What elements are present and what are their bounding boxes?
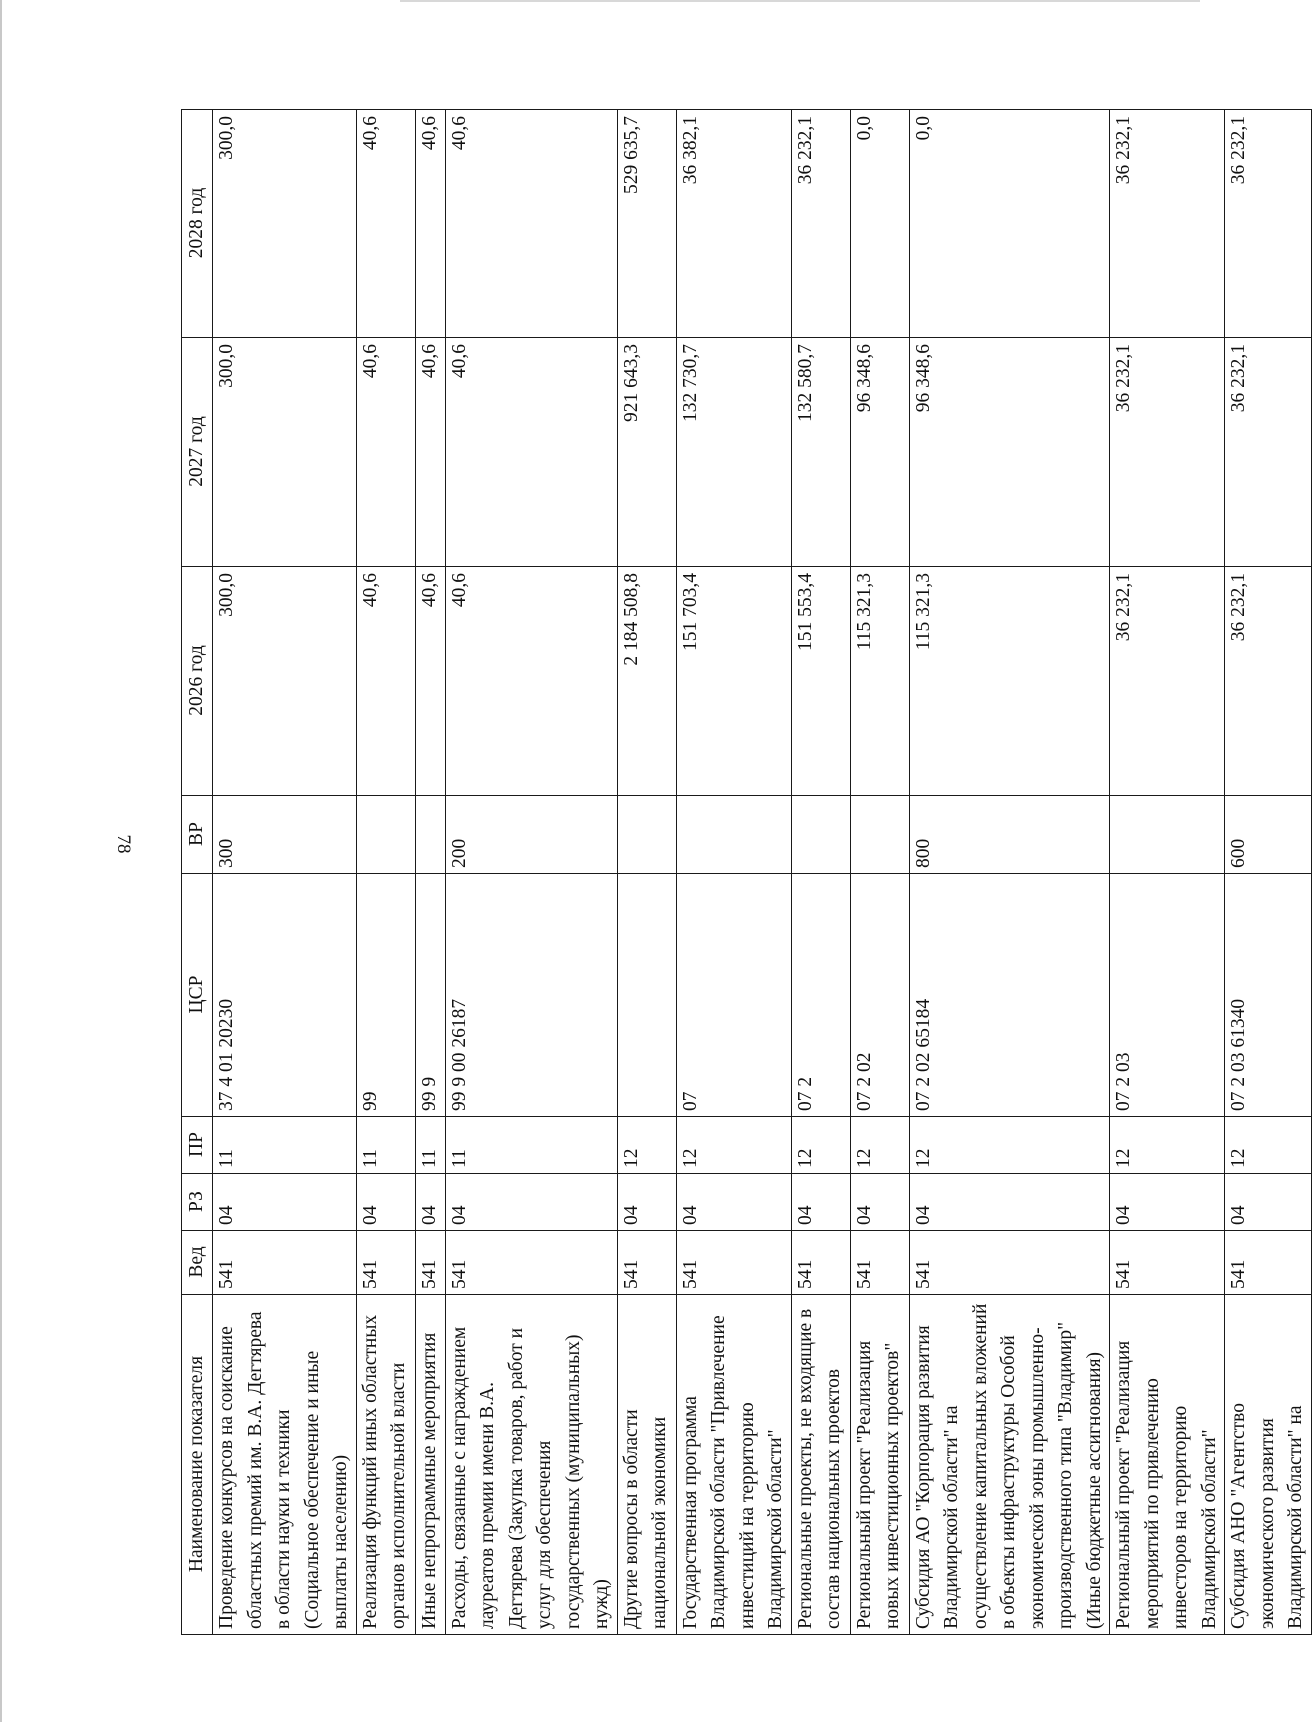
row-name: Субсидия АНО "Агентство экономического развития Владимирской области" на	[1225, 1295, 1312, 1635]
header-2028: 2028 год	[182, 110, 213, 338]
row-csr: 07 2	[791, 874, 850, 1117]
table-row	[617, 110, 676, 1635]
table-row	[676, 110, 791, 1635]
table-row	[1110, 110, 1225, 1635]
row-ved: 541	[356, 1231, 415, 1295]
row-pr: 12	[791, 1117, 850, 1174]
header-vr: ВР	[182, 796, 213, 874]
row-rz: 04	[213, 1174, 357, 1231]
row-name: Иные непрограммные мероприятия	[415, 1295, 445, 1635]
row-2028: 36 232,1	[1110, 110, 1225, 338]
row-rz: 04	[1225, 1174, 1312, 1231]
row-rz: 04	[850, 1174, 909, 1231]
row-csr	[617, 874, 676, 1117]
row-ved: 541	[791, 1231, 850, 1295]
row-name: Проведение конкурсов на соискание областных премий им. В.А. Дегтярева в области науки и техники (Социальное обеспечение и иные выплаты населению)	[213, 1295, 357, 1635]
row-csr: 07 2 03	[1110, 874, 1225, 1117]
row-2026: 40,6	[445, 567, 617, 796]
row-pr: 12	[676, 1117, 791, 1174]
row-2028: 36 232,1	[791, 110, 850, 338]
row-rz: 04	[356, 1174, 415, 1231]
header-2027: 2027 год	[182, 338, 213, 567]
row-2028: 40,6	[415, 110, 445, 338]
row-pr: 11	[415, 1117, 445, 1174]
row-ved: 541	[415, 1231, 445, 1295]
row-name: Другие вопросы в области национальной экономики	[617, 1295, 676, 1635]
scan-top-edge	[400, 0, 1200, 2]
row-2027: 36 232,1	[1110, 338, 1225, 567]
row-2026: 40,6	[415, 567, 445, 796]
row-pr: 12	[617, 1117, 676, 1174]
row-pr: 12	[1110, 1117, 1225, 1174]
table-row	[909, 110, 1110, 1635]
row-2027: 300,0	[213, 338, 357, 567]
row-csr: 99 9	[415, 874, 445, 1117]
row-ved: 541	[909, 1231, 1110, 1295]
row-pr: 12	[1225, 1117, 1312, 1174]
row-ved: 541	[617, 1231, 676, 1295]
row-vr: 800	[909, 796, 1110, 874]
table-row	[415, 110, 445, 1635]
row-2028: 0,0	[850, 110, 909, 338]
row-pr: 12	[850, 1117, 909, 1174]
row-2027: 96 348,6	[850, 338, 909, 567]
table-row	[445, 110, 617, 1635]
row-2028: 36 232,1	[1225, 110, 1312, 338]
row-2026: 115 321,3	[850, 567, 909, 796]
row-name: Региональный проект "Реализация мероприятий по привлечению инвесторов на территорию Владимирской области"	[1110, 1295, 1225, 1635]
row-vr: 200	[445, 796, 617, 874]
row-2026: 36 232,1	[1225, 567, 1312, 796]
row-vr	[356, 796, 415, 874]
row-vr	[676, 796, 791, 874]
table-row	[213, 110, 357, 1635]
row-vr: 300	[213, 796, 357, 874]
row-2028: 40,6	[445, 110, 617, 338]
row-2028: 36 382,1	[676, 110, 791, 338]
row-pr: 11	[445, 1117, 617, 1174]
row-2027: 36 232,1	[1225, 338, 1312, 567]
row-ved: 541	[445, 1231, 617, 1295]
row-name: Субсидия АО "Корпорация развития Владимирской области" на осуществление капитальных вложений в объекты инфраструктуры Особой экономической зоны промышленно-производственного типа "Владимир" (Иные бюджетные ассигнования)	[909, 1295, 1110, 1635]
row-rz: 04	[415, 1174, 445, 1231]
row-ved: 541	[850, 1231, 909, 1295]
budget-table	[181, 109, 1312, 1635]
table-header-row	[182, 110, 213, 1635]
row-2027: 132 730,7	[676, 338, 791, 567]
header-ved: Вед	[182, 1231, 213, 1295]
row-vr	[617, 796, 676, 874]
row-csr: 07 2 02	[850, 874, 909, 1117]
row-ved: 541	[1110, 1231, 1225, 1295]
row-csr: 99	[356, 874, 415, 1117]
row-2026: 36 232,1	[1110, 567, 1225, 796]
row-csr: 07 2 03 61340	[1225, 874, 1312, 1117]
row-2028: 529 635,7	[617, 110, 676, 338]
row-csr: 07 2 02 65184	[909, 874, 1110, 1117]
row-2026: 151 553,4	[791, 567, 850, 796]
row-vr	[1110, 796, 1225, 874]
header-name: Наименование показателя	[182, 1295, 213, 1635]
row-2026: 300,0	[213, 567, 357, 796]
header-pr: ПР	[182, 1117, 213, 1174]
row-name: Расходы, связанные с награждением лауреатов премии имени В.А. Дегтярева (Закупка товаров, работ и услуг для обеспечения государственных (муниципальных) нужд)	[445, 1295, 617, 1635]
header-csr: ЦСР	[182, 874, 213, 1117]
row-2027: 40,6	[415, 338, 445, 567]
row-vr	[850, 796, 909, 874]
header-2026: 2026 год	[182, 567, 213, 796]
row-vr	[415, 796, 445, 874]
row-vr: 600	[1225, 796, 1312, 874]
row-rz: 04	[676, 1174, 791, 1231]
table-row	[850, 110, 909, 1635]
header-rz: РЗ	[182, 1174, 213, 1231]
row-2028: 0,0	[909, 110, 1110, 338]
row-rz: 04	[1110, 1174, 1225, 1231]
row-pr: 12	[909, 1117, 1110, 1174]
budget-table-rotated	[181, 110, 1306, 1635]
row-csr: 99 9 00 26187	[445, 874, 617, 1117]
row-2027: 40,6	[356, 338, 415, 567]
row-ved: 541	[213, 1231, 357, 1295]
row-2027: 921 643,3	[617, 338, 676, 567]
row-2026: 40,6	[356, 567, 415, 796]
row-name: Государственная программа Владимирской области "Привлечение инвестиций на территорию Владимирской области"	[676, 1295, 791, 1635]
table-row	[1225, 110, 1312, 1635]
row-pr: 11	[213, 1117, 357, 1174]
row-2027: 40,6	[445, 338, 617, 567]
row-2028: 40,6	[356, 110, 415, 338]
row-2026: 151 703,4	[676, 567, 791, 796]
row-vr	[791, 796, 850, 874]
row-2028: 300,0	[213, 110, 357, 338]
row-2026: 115 321,3	[909, 567, 1110, 796]
page-number: 78	[113, 834, 134, 854]
scan-left-edge	[0, 0, 2, 1722]
row-rz: 04	[909, 1174, 1110, 1231]
row-name: Реализация функций иных областных органов исполнительной власти	[356, 1295, 415, 1635]
row-2027: 96 348,6	[909, 338, 1110, 567]
table-row	[356, 110, 415, 1635]
row-ved: 541	[1225, 1231, 1312, 1295]
table-row	[791, 110, 850, 1635]
row-rz: 04	[445, 1174, 617, 1231]
row-2026: 2 184 508,8	[617, 567, 676, 796]
row-name: Региональные проекты, не входящие в состав национальных проектов	[791, 1295, 850, 1635]
row-ved: 541	[676, 1231, 791, 1295]
row-rz: 04	[617, 1174, 676, 1231]
row-name: Региональный проект "Реализация новых инвестиционных проектов"	[850, 1295, 909, 1635]
row-pr: 11	[356, 1117, 415, 1174]
row-csr: 37 4 01 20230	[213, 874, 357, 1117]
row-2027: 132 580,7	[791, 338, 850, 567]
row-csr: 07	[676, 874, 791, 1117]
row-rz: 04	[791, 1174, 850, 1231]
